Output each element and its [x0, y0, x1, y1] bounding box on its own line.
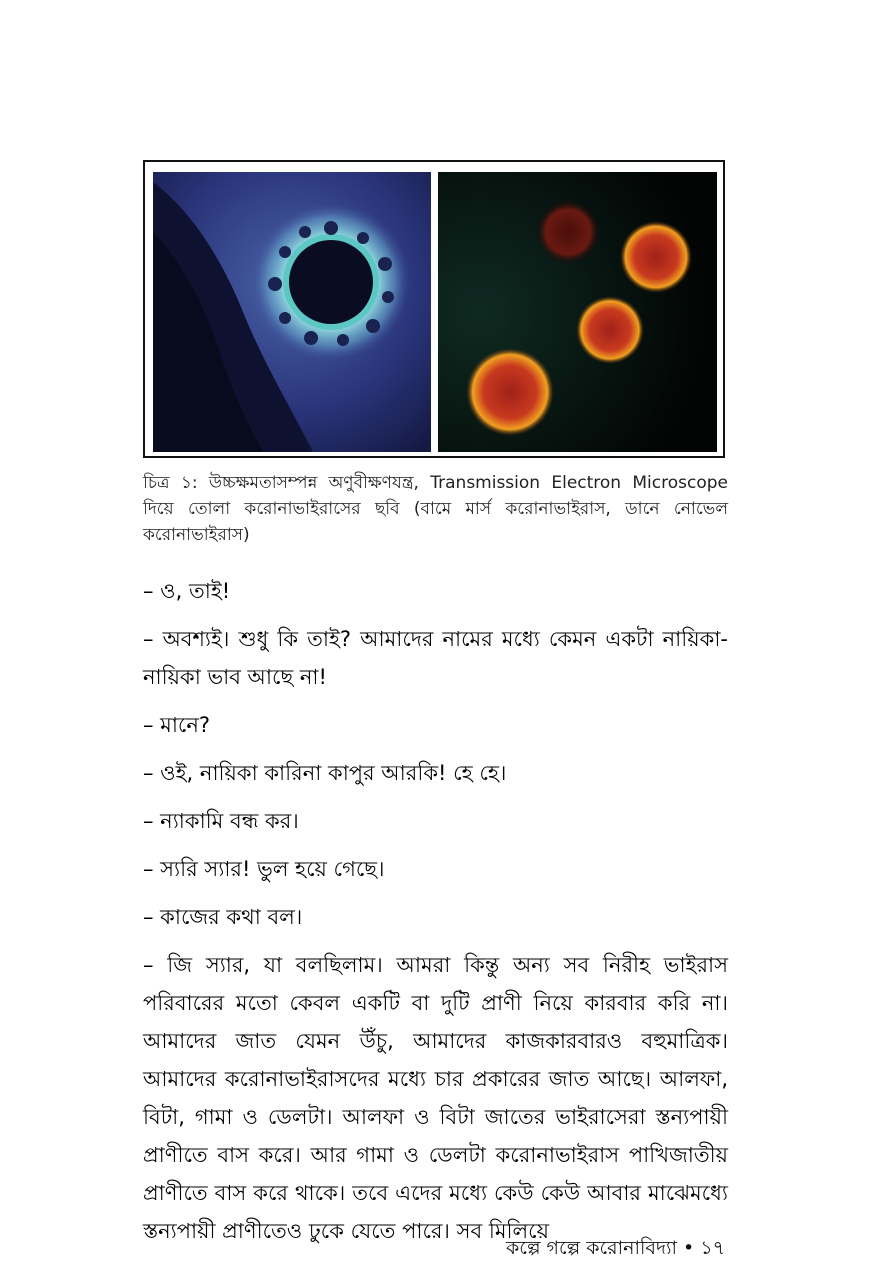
figure-frame — [143, 160, 725, 458]
dialogue-line: – মানে? — [143, 713, 211, 737]
dialogue-line: – ন্যাকামি বন্ধ কর। — [143, 809, 299, 833]
figure-caption: চিত্র ১: উচ্চক্ষমতাসম্পন্ন অণুবীক্ষণযন্ত্র, Transmission Electron Microscope দিয়ে তোলা করোনাভাইরাসের ছবি (বামে মার্স করোনাভাইরাস, ডানে নোভেল করোনাভাইরাস) — [143, 473, 728, 545]
footer-bullet: • — [683, 1237, 695, 1259]
dialogue-body — [143, 572, 728, 1250]
dialogue-paragraph: – জি স্যার, যা বলছিলাম। আমরা কিন্তু অন্য সব নিরীহ ভাইরাস পরিবারের মতো কেবল একটি বা দুটি প্রাণী নিয়ে কারবার করি না। আমাদের জাত যেমন উঁচু, আমাদের কাজকারবারও বহুমাত্রিক। আমাদের করোনাভাইরাসদের মধ্যে চার প্রকারের জাত আছে। আলফা, বিটা, গামা ও ডেলটা। আলফা ও বিটা জাতের ভাইরাসেরা স্তন্যপায়ী প্রাণীতে বাস করে। আর গামা ও ডেলটা করোনাভাইরাস পাখিজাতীয় প্রাণীতে বাস করে থাকে। তবে এদের মধ্যে কেউ কেউ আবার মাঝেমধ্যে স্তন্যপায়ী প্রাণীতেও ঢুকে যেতে পারে। সব মিলিয়ে — [143, 953, 728, 1243]
novel-micrograph-svg — [438, 172, 717, 452]
dialogue-line: – স্যরি স্যার! ভুল হয়ে গেছে। — [143, 857, 385, 881]
mers-coronavirus-micrograph — [153, 172, 431, 452]
dialogue-line: – অবশ্যই। শুধু কি তাই? আমাদের নামের মধ্যে কেমন একটা নায়িকা-নায়িকা ভাব আছে না! — [143, 627, 728, 689]
dialogue-line: – ওই, নায়িকা কারিনা কাপুর আরকি! হে হে। — [143, 761, 507, 785]
page-number: ১৭ — [700, 1237, 725, 1259]
mers-micrograph-svg — [153, 172, 431, 452]
page-footer — [506, 1234, 725, 1266]
book-title: কল্পে গল্পে করোনাবিদ্যা — [506, 1237, 677, 1259]
dialogue-line: – কাজের কথা বল। — [143, 905, 303, 929]
dialogue-line: – ও, তাই! — [143, 579, 231, 603]
novel-coronavirus-micrograph — [438, 172, 717, 452]
